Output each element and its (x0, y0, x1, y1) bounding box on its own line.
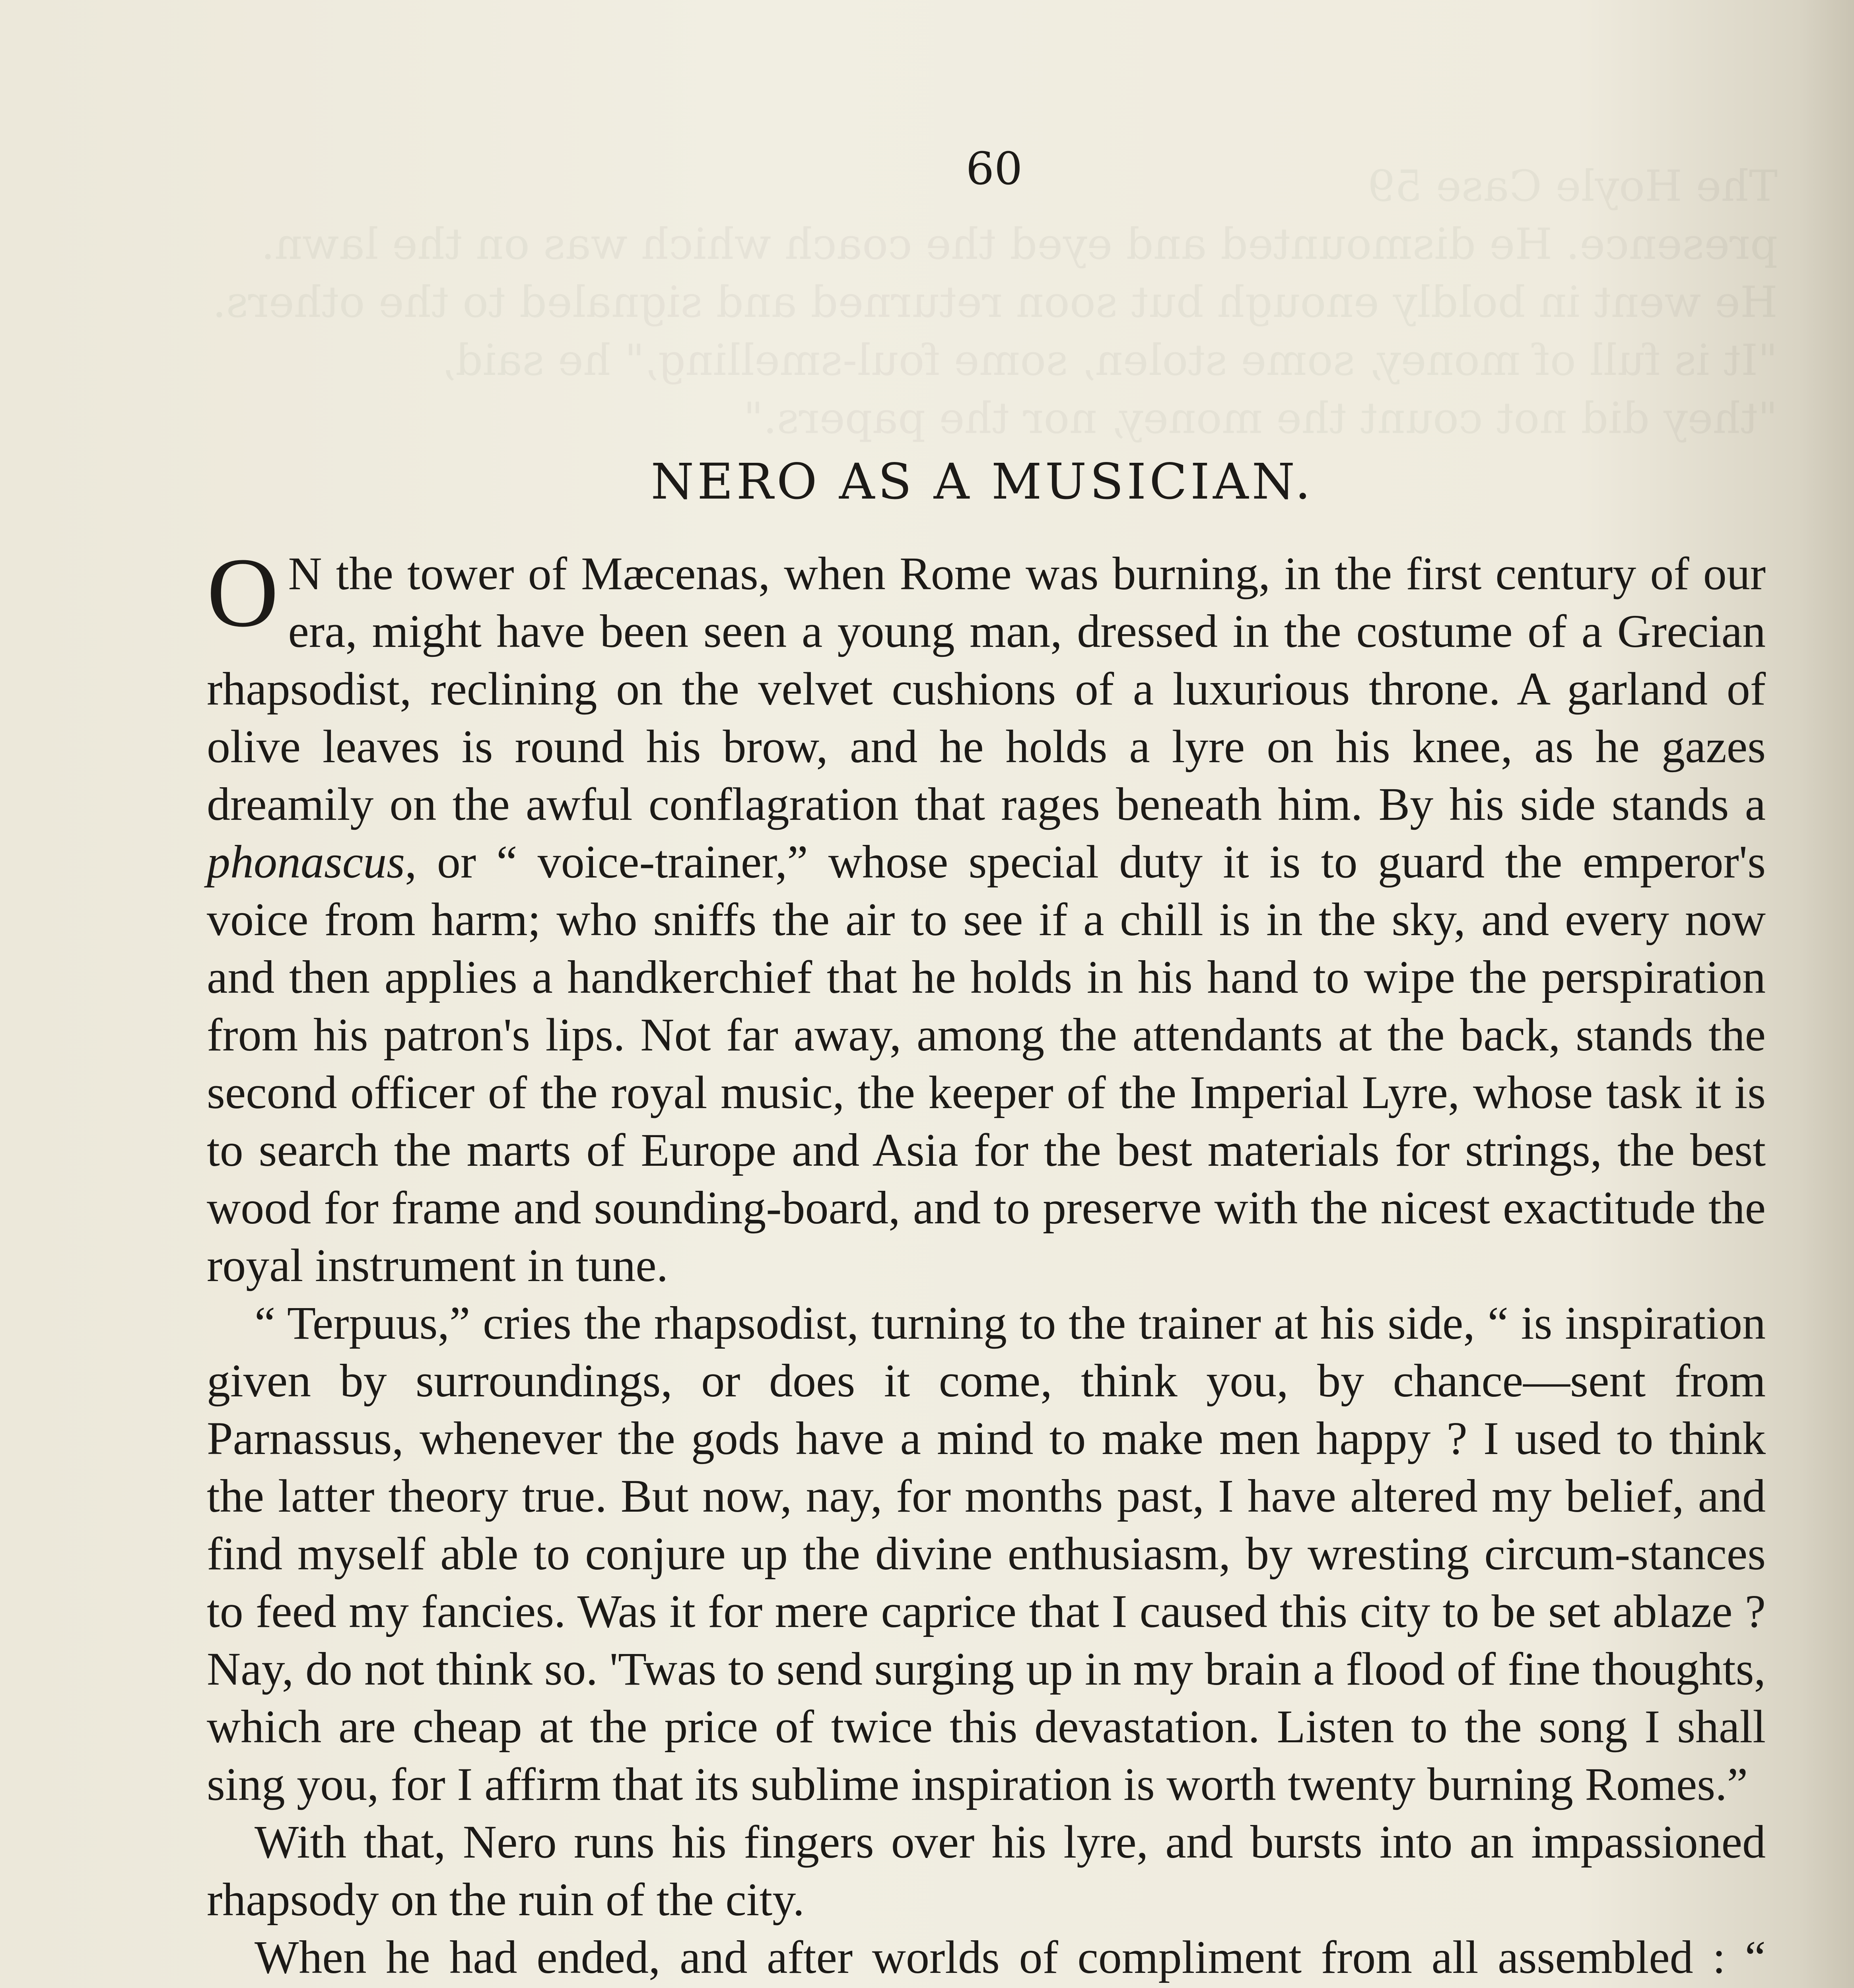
paragraph-text: , or “ voice-trainer,” whose special duty it is to guard the emperor's voice from harm; who sniffs the air to see if a chill is in the sky, and every now and then applies a handkerchief that he holds in his hand to wipe the perspiration from his patron's lips. Not far away, among the attendants at the back, stands the second officer of the royal music, the keeper of the Imperial Lyre, whose task it is to search the marts of Europe and Asia for the best materials for strings, the best wood for frame and sounding-board, and to preserve with the nicest exactitude the royal instrument in tune. (207, 836, 1766, 1291)
article-body (207, 538, 1766, 1988)
paragraph: With that, Nero runs his fingers over his lyre, and bursts into an impassioned rhapsody on the ruin of the city. (207, 1816, 1766, 1926)
drop-cap: O (207, 538, 279, 648)
paragraph-text: N the tower of Mæcenas, when Rome was burning, in the first century of our era, might have been seen a young man, dressed in the costume of a Grecian rhapsodist, reclining on the velvet cushions of a luxurious throne. A garland of olive leaves is round his brow, and he holds a lyre on his knee, as he gazes dreamily on the awful conflagration that rages beneath him. By his side stands a (207, 547, 1766, 830)
paragraph: When he had ended, and after worlds of compliment from all assembled : “ (255, 1931, 1766, 1983)
italic-term: phonascus (207, 836, 405, 888)
paragraph: “ Terpuus,” cries the rhapsodist, turning to the trainer at his side, “ is inspiration given by surroundings, or does it come, think you, by chance—sent from Parnassus, whenever the gods have a mind to make men happy ? I used to think the latter theory true. But now, nay, for months past, I have altered my belief, and find myself able to conjure up the divine enthusiasm, by wresting circum-stances to feed my fancies. Was it for mere caprice that I caused this city to be set ablaze ? Nay, do not think so. 'Twas to send surging up in my brain a flood of fine thoughts, which are cheap at the price of twice this devastation. Listen to the song I shall sing you, for I affirm that its sublime inspiration is worth twenty burning Romes.” (207, 1297, 1766, 1810)
page-number: 60 (966, 143, 1023, 195)
article-title: NERO AS A MUSICIAN. (651, 453, 1314, 511)
show-through-reverse-page: The Hoyle Case 59 presence. He dismounted and eyed the coach which was on the lawn. He went in boldly enough but soon returned and signaled to the others. "It is full of money, some stolen, some foul-smelling," he said, "they did not count the money, nor the papers." (212, 161, 1778, 443)
paragraph (207, 538, 1766, 1294)
